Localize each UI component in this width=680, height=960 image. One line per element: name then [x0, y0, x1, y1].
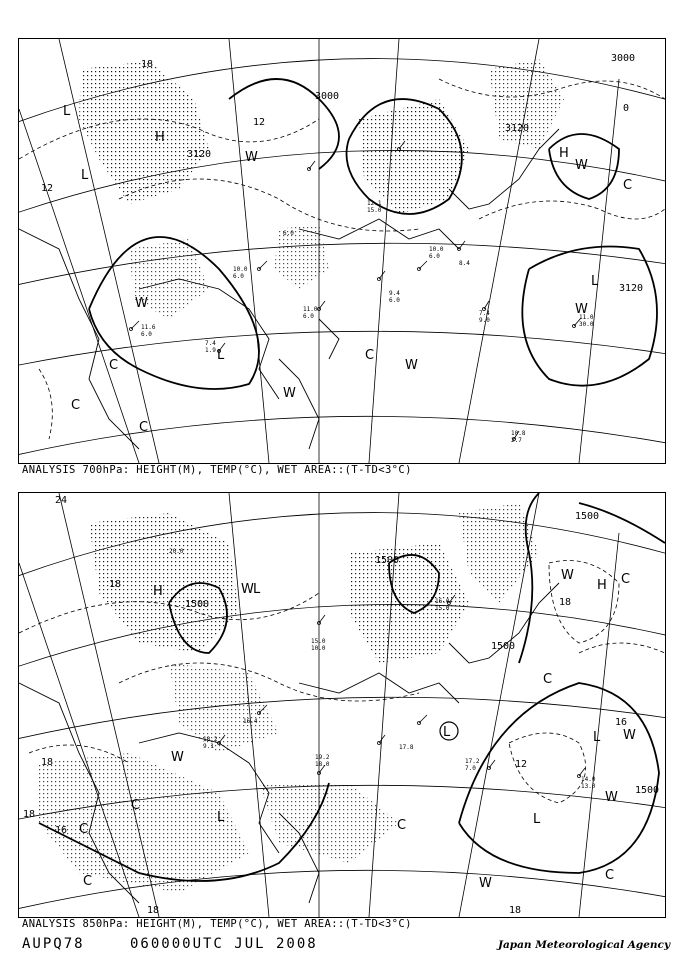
station-value: 15.0 — [367, 207, 382, 214]
pressure-center: L — [593, 730, 601, 745]
contour-label: 3000 — [315, 91, 340, 102]
pressure-center: L — [81, 168, 89, 183]
cold-center: C — [397, 818, 407, 833]
contour-label: 1500 — [185, 599, 210, 610]
station-value: 11.0 — [579, 314, 594, 321]
warm-center: W — [245, 150, 258, 165]
contour-label: 18 — [509, 905, 522, 916]
contour-label: 12 — [515, 759, 528, 770]
pressure-center: H — [559, 146, 569, 161]
station-value: 17.8 — [399, 744, 414, 751]
contour-label: 1500 — [491, 641, 516, 652]
station-value: 6.0 — [389, 297, 400, 304]
map-700hpa-graphic — [19, 39, 665, 463]
station-value: 1.9 — [205, 347, 216, 354]
station-value: 6.0 — [283, 230, 294, 237]
station-value: 20.0 — [169, 548, 184, 555]
station-value: 16.4 — [243, 718, 258, 725]
contour-label: 18 — [141, 59, 154, 70]
warm-center: W — [241, 582, 254, 597]
warm-center: W — [575, 302, 588, 317]
map-panel-700hpa — [18, 38, 666, 464]
cold-center: C — [131, 798, 141, 813]
station-value: 7.4 — [479, 310, 490, 317]
cold-center: C — [71, 398, 81, 413]
station-value: 10.0 — [233, 266, 248, 273]
station-value: 9.0 — [479, 317, 490, 324]
contour-label: 3120 — [187, 149, 212, 160]
warm-center: W — [283, 386, 296, 401]
warm-center: W — [135, 296, 148, 311]
cold-center: C — [605, 868, 615, 883]
contour-label: 18 — [147, 905, 160, 916]
station-value: 12.1 — [367, 200, 382, 207]
contour-label: 3120 — [505, 123, 530, 134]
contour-label: 3000 — [611, 53, 636, 64]
station-value: 18.2 — [203, 736, 218, 743]
station-value: 8.4 — [459, 260, 470, 267]
station-value: 9.1 — [203, 743, 214, 750]
agency-name: Japan Meteorological Agency — [498, 939, 671, 951]
warm-center: W — [561, 568, 574, 583]
station-value: 6.0 — [233, 273, 244, 280]
cold-center: C — [83, 874, 93, 889]
warm-center: W — [405, 358, 418, 373]
pressure-center: L — [591, 274, 599, 289]
wet-areas-850 — [39, 503, 539, 893]
warm-center: W — [605, 790, 618, 805]
pressure-center: H — [155, 130, 165, 145]
station-value: 6.0 — [429, 253, 440, 260]
panel-caption-850hpa: ANALYSIS 850hPa: HEIGHT(M), TEMP(°C), WET AREA::(T-TD<3°C) — [22, 918, 412, 930]
warm-center: W — [479, 876, 492, 891]
contour-label: 3120 — [619, 283, 644, 294]
station-value: 6.0 — [303, 313, 314, 320]
contour-label: 18 — [41, 757, 54, 768]
contour-label: 18 — [109, 579, 122, 590]
contour-label: 1500 — [575, 511, 600, 522]
contour-label: 0 — [623, 103, 630, 114]
station-value: 14.0 — [581, 776, 596, 783]
cold-center: C — [79, 822, 89, 837]
warm-center: W — [171, 750, 184, 765]
contour-label: 1500 — [375, 555, 400, 566]
station-value: 15.0 — [435, 605, 450, 612]
station-value: 6.0 — [141, 331, 152, 338]
station-value: 2.7 — [511, 437, 522, 444]
cold-center: C — [365, 348, 375, 363]
station-value: 13.0 — [581, 783, 596, 790]
cold-center: C — [621, 572, 631, 587]
chart-id: AUPQ78 — [22, 936, 85, 952]
coastline-700 — [19, 129, 559, 449]
station-value: 17.2 — [465, 758, 480, 765]
contour-label: 12 — [253, 117, 266, 128]
pressure-center: L — [253, 582, 261, 597]
valid-time: 060000UTC JUL 2008 — [130, 936, 318, 952]
map-850hpa-graphic — [19, 493, 665, 917]
station-value: 19.2 — [315, 754, 330, 761]
station-value: 30.0 — [579, 321, 594, 328]
pressure-center: L — [217, 810, 225, 825]
pressure-center: L — [533, 812, 541, 827]
panel-caption-700hpa: ANALYSIS 700hPa: HEIGHT(M), TEMP(°C), WET AREA::(T-TD<3°C) — [22, 464, 412, 476]
station-value: 9.4 — [389, 290, 400, 297]
pressure-center: L — [443, 725, 451, 740]
warm-center: W — [623, 728, 636, 743]
contour-label: 18 — [559, 597, 572, 608]
contour-label: 12 — [41, 183, 54, 194]
station-value: 11.0 — [303, 306, 318, 313]
station-value: 7.4 — [205, 340, 216, 347]
contour-label: 1500 — [635, 785, 660, 796]
contour-label: 24 — [55, 495, 68, 506]
cold-center: C — [543, 672, 553, 687]
station-value: 10.0 — [311, 645, 326, 652]
station-value: 10.8 — [511, 430, 526, 437]
station-value: 7.0 — [465, 765, 476, 772]
map-panel-850hpa — [18, 492, 666, 918]
coastline-850 — [19, 583, 559, 903]
contour-label: 18 — [23, 809, 36, 820]
station-value: 15.0 — [311, 638, 326, 645]
cold-center: C — [109, 358, 119, 373]
station-value: 18.0 — [315, 761, 330, 768]
cold-center: C — [139, 420, 149, 435]
pressure-center: H — [597, 578, 607, 593]
pressure-center: L — [217, 348, 225, 363]
cold-center: C — [623, 178, 633, 193]
station-value: 11.6 — [141, 324, 156, 331]
contour-label: 16 — [615, 717, 628, 728]
pressure-center: H — [153, 584, 163, 599]
warm-center: W — [575, 158, 588, 173]
pressure-center: L — [63, 104, 71, 119]
station-value: 16.0 — [435, 598, 450, 605]
station-value: 10.0 — [429, 246, 444, 253]
contour-label: 16 — [55, 825, 68, 836]
